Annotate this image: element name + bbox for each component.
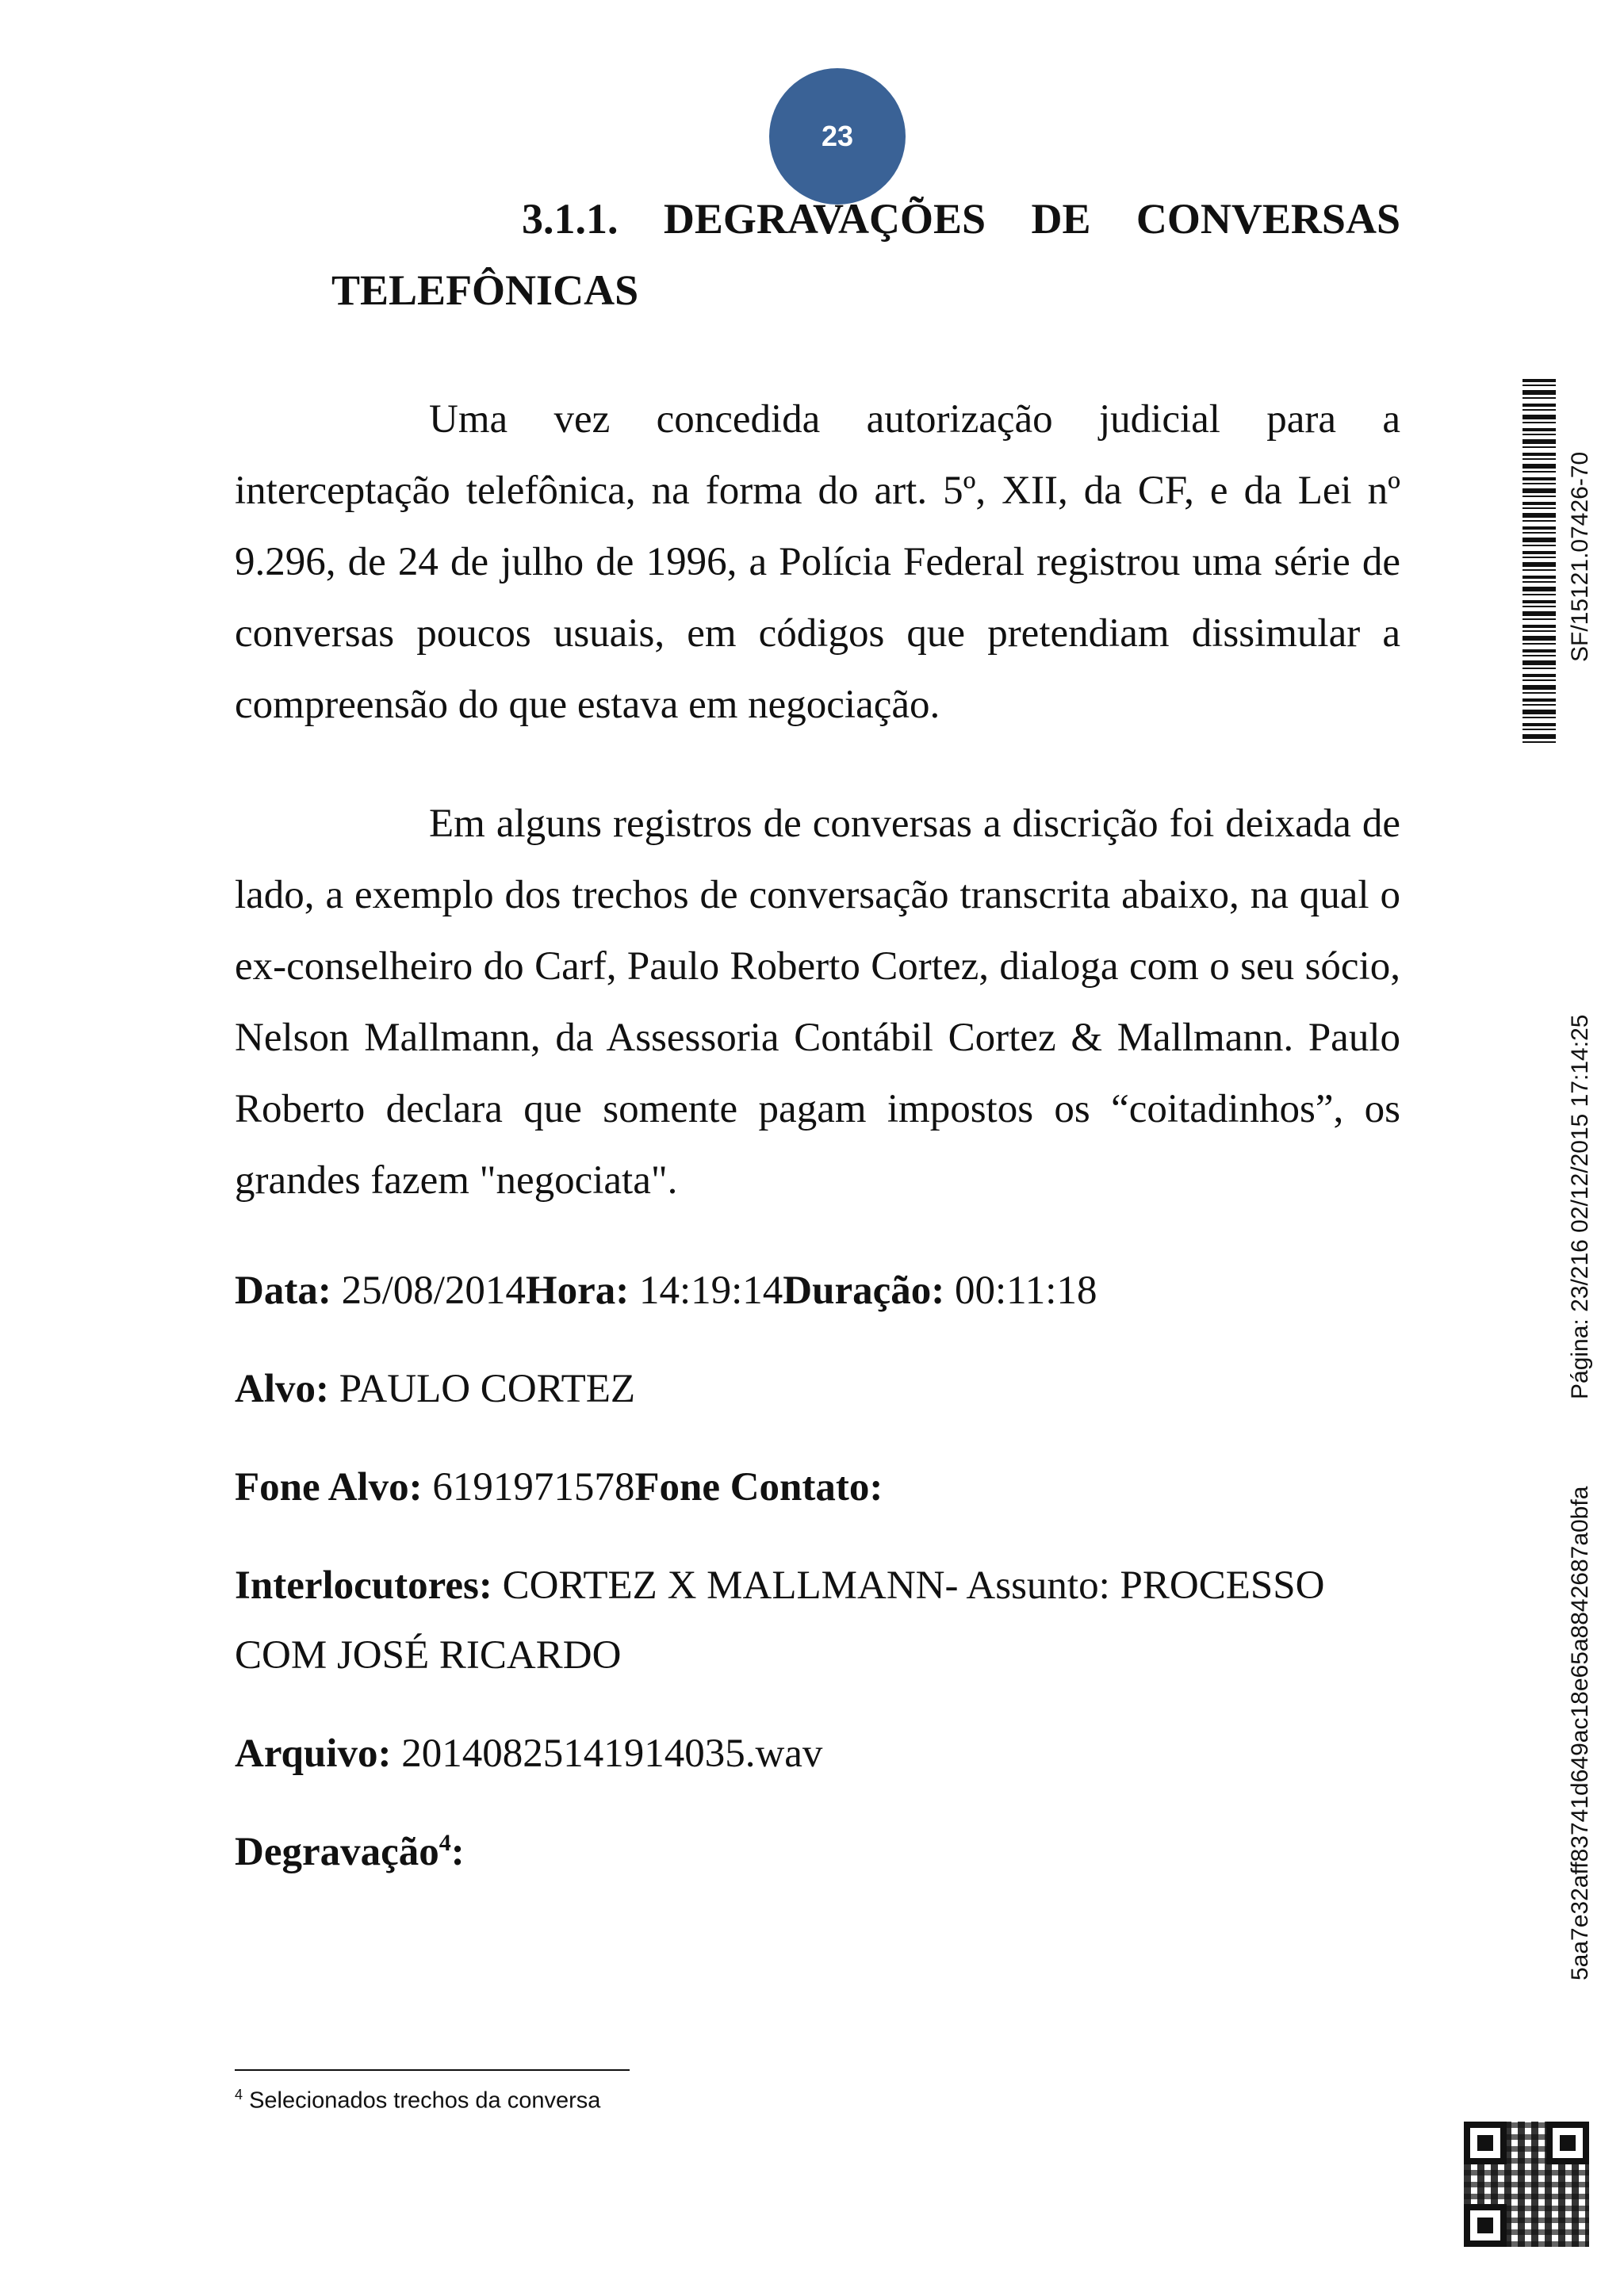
page-number: 23 bbox=[821, 120, 854, 152]
date-value: 25/08/2014 bbox=[341, 1269, 526, 1313]
paragraph-conversation: Em alguns registros de conversas a discrição foi deixada de lado, a exemplo dos trechos de conversação transcrita abaixo, na qual o ex-conselheiro do Carf, Paulo Roberto Cortez, dialoga com o seu sócio, Nelson Mallmann, da Assessoria Contábil Cortez & Mallmann. Paulo Roberto declara que somente pagam impostos os “coitadinhos”, os grandes fazem "negociata". bbox=[235, 802, 1400, 1203]
footnote-text: Selecionados trechos da conversa bbox=[249, 2087, 601, 2114]
record-target bbox=[235, 1354, 1400, 1424]
section-heading-continued: TELEFÔNICAS bbox=[331, 266, 639, 314]
record-transcription bbox=[235, 1817, 1400, 1887]
target-value: PAULO CORTEZ bbox=[339, 1367, 636, 1411]
record-file bbox=[235, 1719, 1400, 1789]
interlocutors-label: Interlocutores: bbox=[235, 1563, 492, 1608]
record-datetime bbox=[235, 1256, 1400, 1326]
page-stamp: Página: 23/216 02/12/2015 17:14:25 bbox=[1567, 1014, 1593, 1399]
duration-value: 00:11:18 bbox=[955, 1269, 1097, 1313]
section-heading bbox=[522, 190, 1400, 247]
record-interlocutors bbox=[235, 1551, 1400, 1690]
footnote-divider bbox=[235, 2069, 630, 2071]
paragraph-interception: Uma vez concedida autorização judicial para a interceptação telefônica, na forma do art. 5º, XII, da CF, e da Lei nº 9.296, de 24 de julho de 1996, a Polícia Federal registrou uma série de conversas poucos usuais, em códigos que pretendiam dissimular a compreensão do que estava em negociação. bbox=[235, 397, 1400, 727]
target-phone-value: 6191971578 bbox=[432, 1465, 635, 1510]
heading-word: DE bbox=[1031, 195, 1091, 243]
heading-number: 3.1.1. bbox=[522, 195, 619, 243]
document-hash: 5aa7e32aff83741d649ac18e65a8842687a0bfa bbox=[1567, 1486, 1593, 1980]
footnote-ref: 4 bbox=[439, 1830, 451, 1856]
heading-word: CONVERSAS bbox=[1136, 195, 1400, 243]
record-phones bbox=[235, 1452, 1400, 1522]
time-value: 14:19:14 bbox=[638, 1269, 783, 1313]
target-phone-label: Fone Alvo: bbox=[235, 1465, 423, 1510]
sf-code: SF/15121.07426-70 bbox=[1567, 451, 1593, 662]
transcription-label: Degravação bbox=[235, 1830, 439, 1874]
time-label: Hora: bbox=[525, 1269, 630, 1313]
date-label: Data: bbox=[235, 1269, 331, 1313]
page-number-badge bbox=[769, 68, 906, 205]
file-label: Arquivo: bbox=[235, 1732, 392, 1776]
footnote-number: 4 bbox=[235, 2087, 243, 2103]
file-value: 20140825141914035.wav bbox=[401, 1732, 823, 1776]
barcode-icon bbox=[1522, 379, 1556, 748]
heading-word: DEGRAVAÇÕES bbox=[663, 195, 986, 243]
interlocutors-value: CORTEZ X MALLMANN- Assunto: PROCESSO COM JOSÉ RICARDO bbox=[235, 1563, 1325, 1678]
footnote bbox=[235, 2087, 600, 2114]
target-label: Alvo: bbox=[235, 1367, 329, 1411]
qr-code-icon bbox=[1464, 2122, 1589, 2247]
duration-label: Duração: bbox=[783, 1269, 945, 1313]
transcription-colon: : bbox=[450, 1830, 465, 1874]
contact-phone-label: Fone Contato: bbox=[634, 1465, 883, 1510]
